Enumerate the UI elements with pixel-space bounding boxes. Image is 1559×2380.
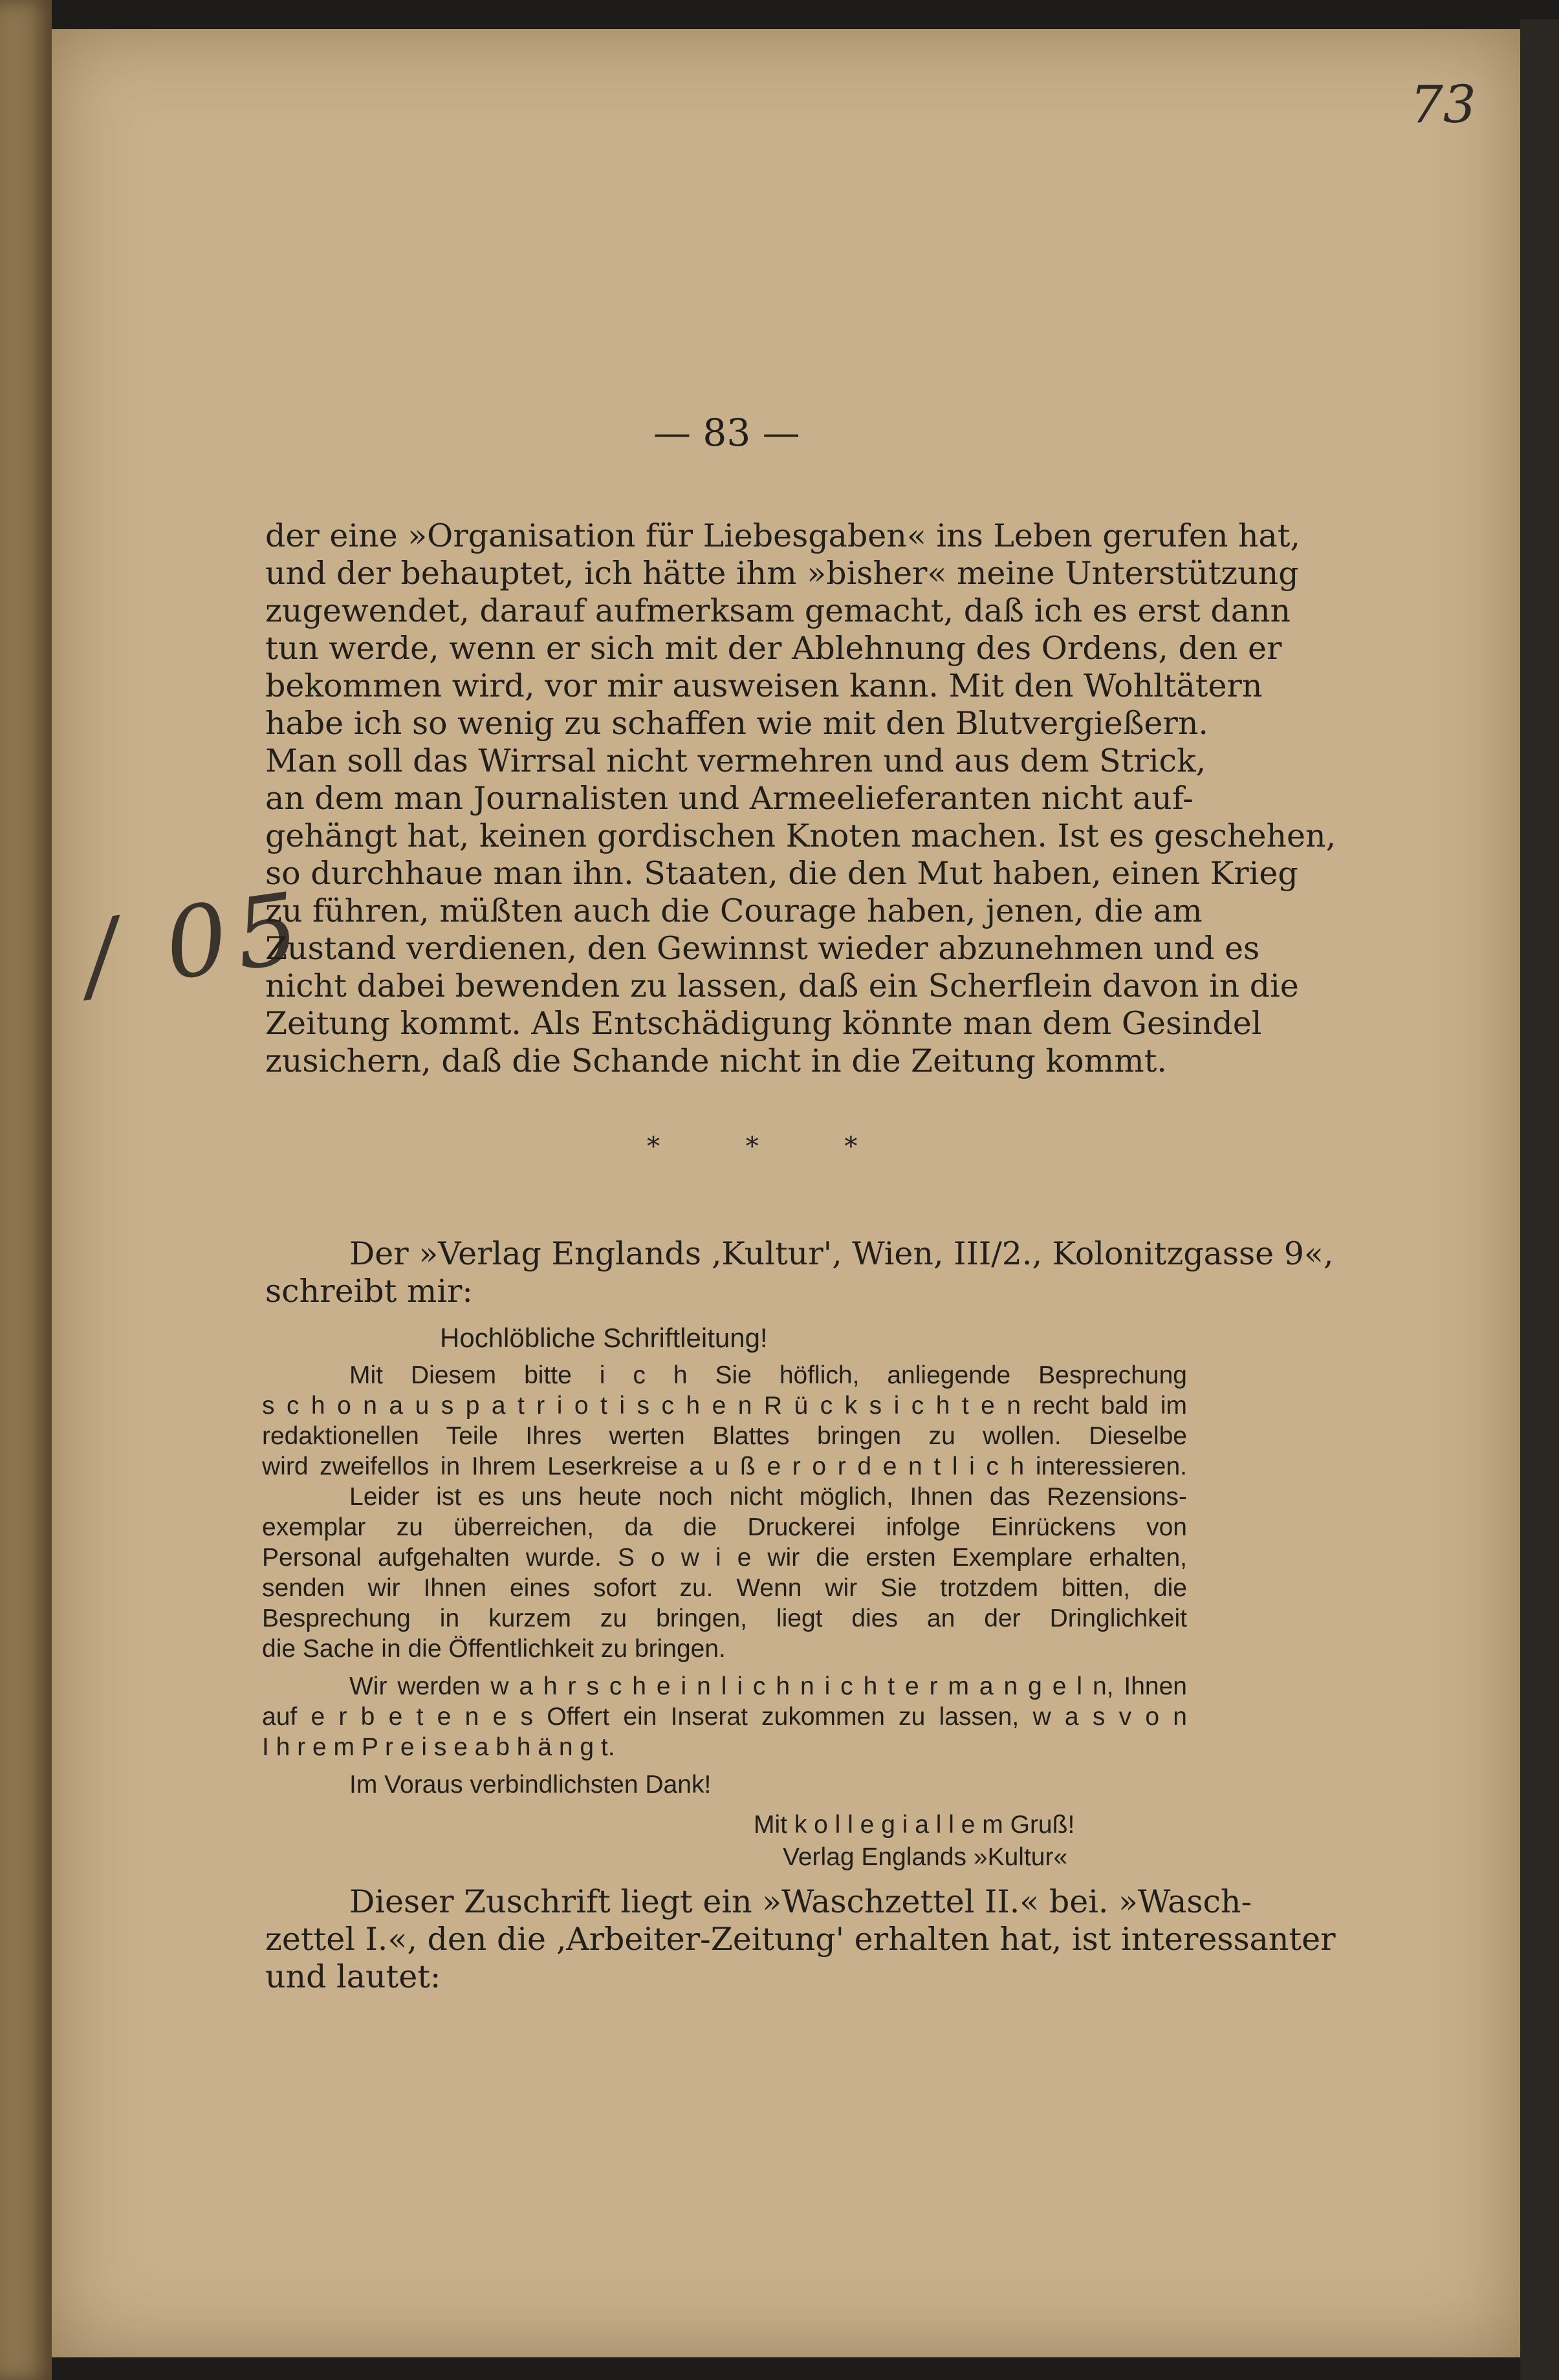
- text-line: und der behauptet, ich hätte ihm »bisher« meine Unterstützung: [265, 555, 1299, 592]
- letter-line: I h r e m P r e i s e a b h ä n g t.: [262, 1733, 615, 1761]
- text-line: Man soll das Wirrsal nicht vermehren und aus dem Strick,: [265, 742, 1206, 779]
- page-number: — 83 —: [653, 411, 800, 455]
- letter-signature: Verlag Englands »Kultur«: [783, 1843, 1068, 1871]
- letter-line: wird zweifellos in Ihrem Leserkreise a u ß e r o r d e n t l i c h interessieren.: [262, 1453, 1187, 1480]
- letter-line: die Sache in die Öffentlichkeit zu bringen.: [262, 1635, 726, 1663]
- folio-number: 73: [1410, 74, 1476, 135]
- text-line: der eine »Organisation für Liebesgaben« ins Leben gerufen hat,: [265, 517, 1301, 554]
- text-line: zu führen, müßten auch die Courage haben, jenen, die am: [265, 892, 1203, 929]
- text-line: zusichern, daß die Schande nicht in die Zeitung kommt.: [265, 1043, 1167, 1079]
- text-line: Zeitung kommt. Als Entschädigung könnte man dem Gesindel: [265, 1005, 1262, 1042]
- text-line: gehängt hat, keinen gordischen Knoten machen. Ist es geschehen,: [265, 817, 1336, 854]
- text-line: habe ich so wenig zu schaffen wie mit den Blutvergießern.: [265, 705, 1208, 742]
- text-line: so durchhaue man ihn. Staaten, die den Mut haben, einen Krieg: [265, 855, 1298, 892]
- text-line: an dem man Journalisten und Armeelieferanten nicht auf-: [265, 780, 1194, 817]
- book-spine: [0, 0, 52, 2380]
- handwritten-margin-note: / 05: [77, 871, 314, 1014]
- letter-line: s c h o n a u s p a t r i o t i s c h e n R ü c k s i c h t e n recht bald im: [262, 1392, 1187, 1420]
- text-line: schreibt mir:: [265, 1273, 473, 1310]
- letter-line: Leider ist es uns heute noch nicht möglich, Ihnen das Rezensions-: [349, 1483, 1187, 1511]
- letter-closing: Mit k o l l e g i a l l e m Gruß!: [754, 1811, 1075, 1839]
- letter-line: Mit Diesem bitte i c h Sie höflich, anliegende Besprechung: [349, 1361, 1187, 1389]
- text-line: zugewendet, darauf aufmerksam gemacht, daß ich es erst dann: [265, 592, 1291, 629]
- letter-line: exemplar zu überreichen, da die Druckerei infolge Einrückens von: [262, 1513, 1187, 1541]
- letter-line: Im Voraus verbindlichsten Dank!: [349, 1771, 712, 1799]
- text-line: Zustand verdienen, den Gewinnst wieder abzunehmen und es: [265, 930, 1260, 967]
- text-line: und lautet:: [265, 1958, 441, 1995]
- letter-line: Besprechung in kurzem zu bringen, liegt dies an der Dringlichkeit: [262, 1605, 1187, 1632]
- text-line: Dieser Zuschrift liegt ein »Waschzettel II.« bei. »Wasch-: [349, 1883, 1252, 1920]
- letter-line: auf e r b e t e n e s Offert ein Inserat zukommen zu lassen, w a s v o n: [262, 1703, 1187, 1731]
- letter-line: redaktionellen Teile Ihres werten Blattes bringen zu wollen. Dieselbe: [262, 1422, 1187, 1450]
- letter-line: Wir werden w a h r s c h e i n l i c h n i c h t e r m a n g e l n, Ihnen: [349, 1672, 1187, 1700]
- text-line: tun werde, wenn er sich mit der Ablehnung des Ordens, den er: [265, 630, 1282, 667]
- letter-line: Personal aufgehalten wurde. S o w i e wir die ersten Exemplare erhalten,: [262, 1544, 1187, 1572]
- text-line: nicht dabei bewenden zu lassen, daß ein Scherflein davon in die: [265, 968, 1299, 1004]
- page-edge: [1520, 19, 1559, 2380]
- document-page: [52, 29, 1520, 2357]
- letter-salutation: Hochlöbliche Schriftleitung!: [440, 1323, 768, 1353]
- section-separator: * * *: [647, 1132, 897, 1162]
- text-line: Der »Verlag Englands ‚Kultur', Wien, III/2., Kolonitzgasse 9«,: [349, 1235, 1334, 1272]
- text-line: bekommen wird, vor mir ausweisen kann. Mit den Wohltätern: [265, 667, 1263, 704]
- text-line: zettel I.«, den die ‚Arbeiter-Zeitung' erhalten hat, ist interessanter: [265, 1921, 1336, 1958]
- letter-line: senden wir Ihnen eines sofort zu. Wenn wir Sie trotzdem bitten, die: [262, 1574, 1187, 1602]
